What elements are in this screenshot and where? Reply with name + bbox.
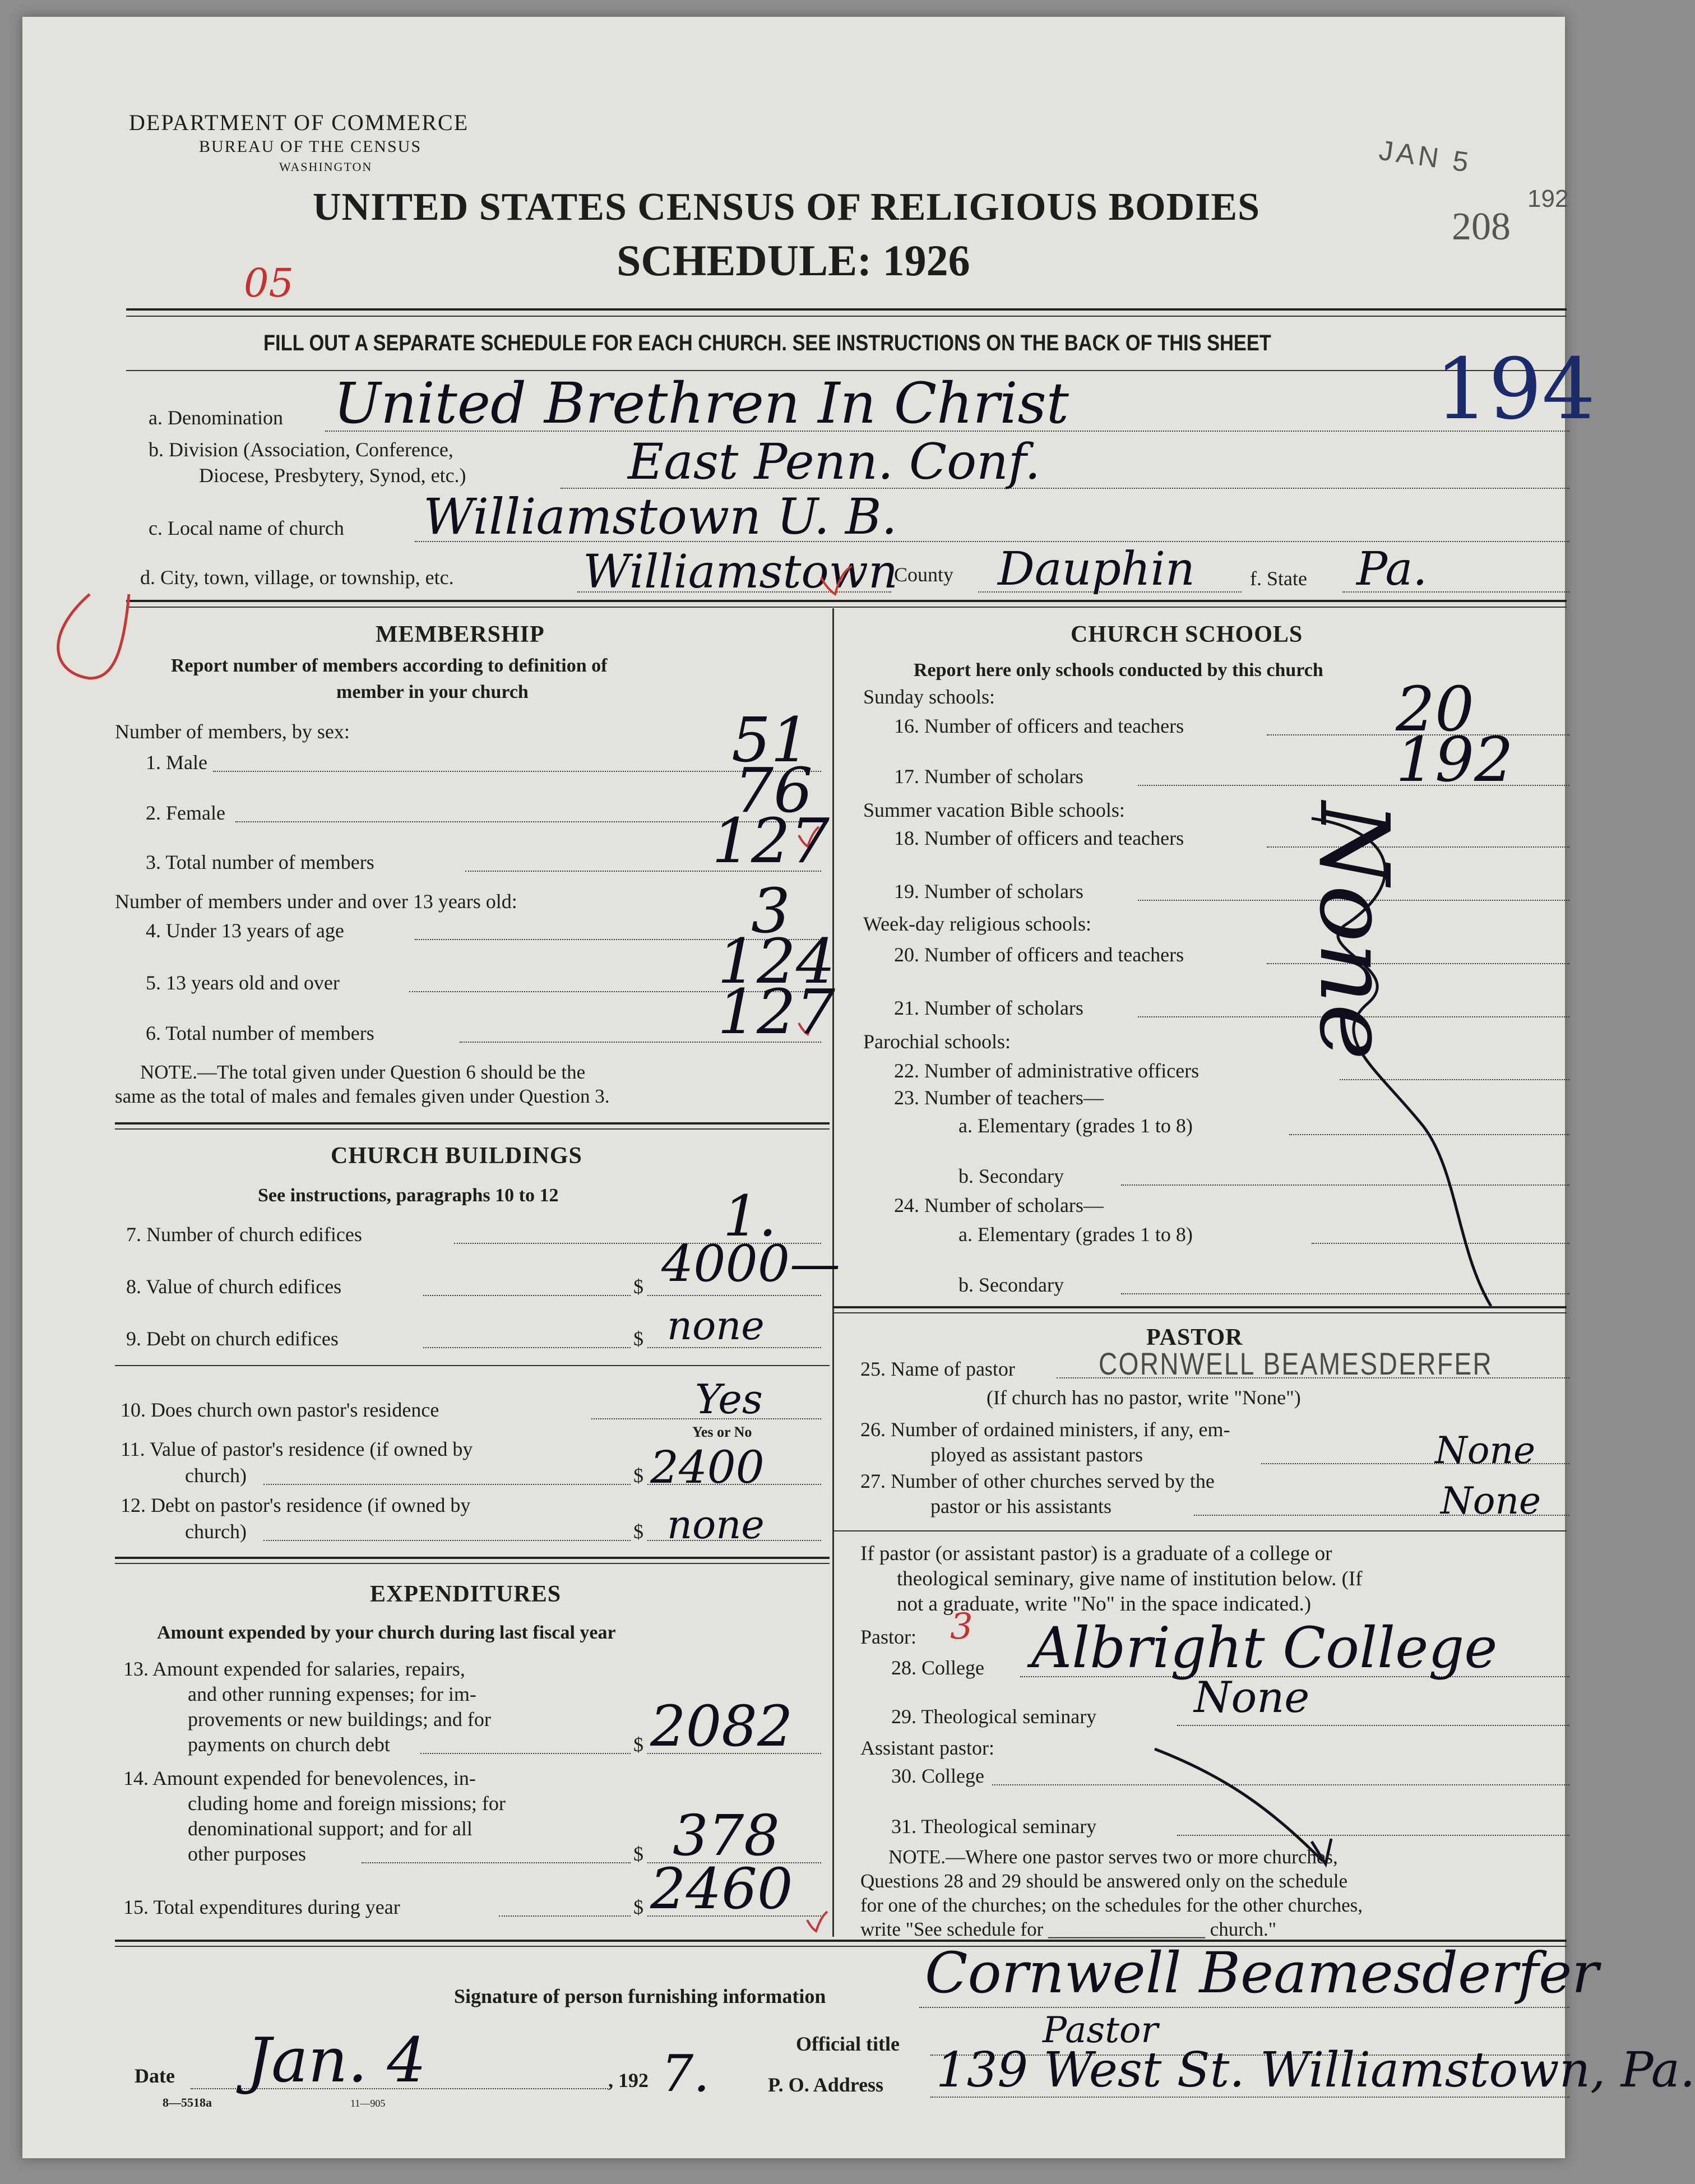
denomination-value: United Brethren In Christ	[334, 371, 1069, 436]
signature-value: Cornwell Beamesderfer	[925, 1940, 1599, 2006]
q23-label: 23. Number of teachers—	[894, 1086, 1104, 1109]
membership-sub-1: Report number of members according to definition of	[171, 655, 608, 676]
form-code: 8—5518a	[163, 2095, 212, 2109]
date-label: Date	[135, 2065, 175, 2087]
county-label: County	[894, 563, 954, 586]
sunday-label: Sunday schools:	[863, 686, 995, 708]
q1-value: 51	[731, 704, 810, 776]
q11-label: 11. Value of pastor's residence (if owned by	[121, 1438, 473, 1460]
q5-value: 124	[717, 926, 835, 997]
pastor-note-2: Questions 28 and 29 should be answered only on the schedule	[860, 1870, 1348, 1892]
q8-value: 4000—	[661, 1234, 841, 1293]
q8-label: 8. Value of church edifices	[126, 1275, 342, 1298]
q20-label: 20. Number of officers and teachers	[894, 943, 1184, 966]
q17-value: 192	[1396, 724, 1513, 795]
official-title-label: Official title	[796, 2033, 900, 2055]
q15-dollar: $	[633, 1896, 643, 1918]
year-prefix: , 192	[608, 2069, 649, 2092]
signature-line	[919, 2007, 1569, 2008]
summer-label: Summer vacation Bible schools:	[863, 799, 1125, 821]
q28-value: Albright College	[1031, 1615, 1498, 1681]
division-label-2: Diocese, Presbytery, Synod, etc.)	[199, 464, 466, 487]
form-title: UNITED STATES CENSUS OF RELIGIOUS BODIES	[313, 186, 1261, 229]
q13-dollar: $	[633, 1733, 643, 1756]
q23a-label: a. Elementary (grades 1 to 8)	[958, 1114, 1193, 1137]
schools-heading: CHURCH SCHOOLS	[1071, 622, 1303, 647]
q13-label-1: 13. Amount expended for salaries, repairs,	[123, 1658, 465, 1680]
q26-label-1: 26. Number of ordained ministers, if any, em-	[860, 1418, 1230, 1441]
q9-value: none	[667, 1303, 765, 1349]
q6-label: 6. Total number of members	[146, 1022, 374, 1044]
q5-label: 5. 13 years old and over	[146, 971, 340, 994]
q12-dollar: $	[633, 1520, 643, 1543]
parochial-label: Parochial schools:	[863, 1030, 1011, 1053]
q13-label-2: and other running expenses; for im-	[188, 1683, 476, 1705]
expenditures-sub: Amount expended by your church during last fiscal year	[157, 1622, 616, 1643]
q4-value: 3	[751, 875, 790, 947]
schools-sub: Report here only schools conducted by this church	[914, 660, 1323, 681]
department-name: DEPARTMENT OF COMMERCE	[129, 110, 469, 135]
membership-sub-2: member in your church	[336, 682, 529, 702]
q15-label: 15. Total expenditures during year	[123, 1896, 400, 1918]
q28-label: 28. College	[891, 1656, 984, 1679]
q16-label: 16. Number of officers and teachers	[894, 715, 1184, 737]
received-year-stamp: 192	[1527, 185, 1569, 212]
county-value: Dauphin	[998, 543, 1195, 596]
date-value: Jan. 4	[247, 2024, 427, 2096]
q15-value: 2460	[650, 1856, 793, 1922]
division-label: b. Division (Association, Conference,	[149, 438, 453, 461]
q27-label-1: 27. Number of other churches served by the	[860, 1470, 1215, 1492]
q23b-label: b. Secondary	[958, 1165, 1064, 1187]
denomination-code: 194	[1435, 341, 1596, 438]
year-value: 7.	[661, 2044, 710, 2103]
q27-value: None	[1441, 1479, 1541, 1523]
pastor-grad-label: Pastor:	[860, 1626, 917, 1648]
q25-hint: (If church has no pastor, write "None")	[987, 1386, 1301, 1409]
po-address-value: 139 West St. Williamstown, Pa.	[936, 2042, 1695, 2098]
q12-label-2: church)	[185, 1520, 247, 1543]
q7-value: 1.	[723, 1183, 777, 1249]
weekday-label: Week-day religious schools:	[863, 913, 1092, 935]
pastor-note-1: NOTE.—Where one pastor serves two or more churches,	[888, 1846, 1338, 1868]
red-code: 05	[244, 260, 294, 306]
q12-value: none	[667, 1502, 765, 1548]
state-label: f. State	[1250, 567, 1307, 590]
pastor-red-mark: 3	[950, 1606, 973, 1648]
local-name-value: Williamstown U. B.	[423, 488, 897, 545]
q17-label: 17. Number of scholars	[894, 765, 1083, 788]
q24a-label: a. Elementary (grades 1 to 8)	[958, 1223, 1193, 1246]
pastor-note-3: for one of the churches; on the schedules for the other churches,	[860, 1894, 1363, 1916]
q9-label: 9. Debt on church edifices	[126, 1327, 339, 1350]
q24-label: 24. Number of scholars—	[894, 1194, 1104, 1216]
bureau-name: BUREAU OF THE CENSUS	[199, 137, 422, 156]
stamp-number: 208	[1452, 205, 1511, 248]
city-label: d. City, town, village, or township, etc.	[140, 566, 454, 589]
received-date-stamp: JAN 5	[1377, 134, 1474, 179]
instruction-line: FILL OUT A SEPARATE SCHEDULE FOR EACH CHURCH. SEE INSTRUCTIONS ON THE BACK OF THIS SHEET	[263, 331, 1271, 355]
q16-value: 20	[1396, 673, 1474, 745]
q13-label-3: provements or new buildings; and for	[188, 1708, 491, 1730]
q11-value: 2400	[650, 1441, 765, 1493]
local-name-label: c. Local name of church	[149, 517, 344, 539]
assistant-label: Assistant pastor:	[860, 1737, 994, 1759]
pastor-note-4: write "See schedule for ________________ church."	[860, 1918, 1277, 1940]
q9-dollar: $	[633, 1327, 643, 1350]
q22-label: 22. Number of administrative officers	[894, 1059, 1200, 1082]
q24b-label: b. Secondary	[958, 1274, 1064, 1296]
q26-value: None	[1435, 1429, 1536, 1472]
grad-note-1: If pastor (or assistant pastor) is a graduate of a college or	[860, 1542, 1332, 1565]
q13-label-4: payments on church debt	[188, 1733, 390, 1756]
membership-note-1: NOTE.—The total given under Question 6 should be the	[140, 1061, 586, 1083]
official-title-value: Pastor	[1043, 2010, 1159, 2051]
q6-value: 127	[717, 976, 835, 1048]
division-value: East Penn. Conf.	[628, 433, 1041, 491]
q26-label-2: ployed as assistant pastors	[930, 1443, 1143, 1466]
q14-label-3: denominational support; and for all	[188, 1817, 473, 1840]
q12-label: 12. Debt on pastor's residence (if owned by	[121, 1494, 471, 1516]
q14-value: 378	[673, 1803, 780, 1868]
q19-label: 19. Number of scholars	[894, 880, 1083, 903]
q2-value: 76	[734, 755, 813, 826]
grad-note-2: theological seminary, give name of institution below. (If	[897, 1567, 1363, 1590]
grad-note-3: not a graduate, write "No" in the space indicated.)	[897, 1593, 1312, 1616]
q25-value: CORNWELL BEAMESDERFER	[1099, 1346, 1493, 1381]
q18-label: 18. Number of officers and teachers	[894, 827, 1184, 849]
q8-dollar: $	[633, 1275, 643, 1298]
q14-label-2: cluding home and foreign missions; for	[188, 1792, 506, 1815]
q2-label: 2. Female	[146, 802, 225, 824]
q29-label: 29. Theological seminary	[891, 1705, 1097, 1728]
census-schedule-page	[22, 17, 1695, 2158]
state-value: Pa.	[1356, 543, 1428, 596]
expenditures-heading: EXPENDITURES	[370, 1581, 562, 1607]
by-age-label: Number of members under and over 13 years old:	[115, 890, 517, 913]
q11-label-2: church)	[185, 1464, 247, 1487]
q7-label: 7. Number of church edifices	[126, 1223, 362, 1246]
q14-dollar: $	[633, 1843, 643, 1865]
q14-label-1: 14. Amount expended for benevolences, in-	[123, 1767, 476, 1789]
q25-label: 25. Name of pastor	[860, 1358, 1015, 1380]
q30-label: 30. College	[891, 1765, 984, 1787]
q29-value: None	[1194, 1672, 1310, 1722]
po-address-label: P. O. Address	[768, 2074, 884, 2096]
q21-label: 21. Number of scholars	[894, 997, 1083, 1019]
membership-note-2: same as the total of males and females given under Question 3.	[115, 1085, 610, 1107]
q11-dollar: $	[633, 1464, 643, 1487]
form-code-2: 11—905	[350, 2098, 386, 2109]
q3-label: 3. Total number of members	[146, 851, 374, 873]
q27-label-2: pastor or his assistants	[930, 1495, 1112, 1517]
schedule-title: SCHEDULE: 1926	[617, 236, 970, 285]
q1-label: 1. Male	[146, 751, 207, 774]
q4-label: 4. Under 13 years of age	[146, 919, 344, 942]
pastor-strike-stroke	[22, 17, 1565, 2158]
q10-hint: Yes or No	[692, 1424, 752, 1440]
none-scrawl: None	[1298, 802, 1409, 1061]
buildings-heading: CHURCH BUILDINGS	[331, 1143, 582, 1169]
q10-label: 10. Does church own pastor's residence	[121, 1399, 439, 1421]
buildings-sub: See instructions, paragraphs 10 to 12	[258, 1185, 559, 1206]
city-name: WASHINGTON	[279, 160, 373, 174]
q14-label-4: other purposes	[188, 1843, 306, 1865]
denomination-label: a. Denomination	[149, 406, 283, 429]
membership-heading: MEMBERSHIP	[376, 622, 545, 647]
q3-value: 127	[712, 805, 830, 877]
q10-value: Yes	[695, 1376, 763, 1423]
signature-label: Signature of person furnishing information	[454, 1985, 826, 2007]
city-value: Williamstown	[583, 545, 898, 599]
q31-label: 31. Theological seminary	[891, 1815, 1097, 1838]
q13-value: 2082	[650, 1693, 793, 1759]
by-sex-label: Number of members, by sex:	[115, 720, 350, 743]
pastor-heading: PASTOR	[1146, 1325, 1243, 1350]
